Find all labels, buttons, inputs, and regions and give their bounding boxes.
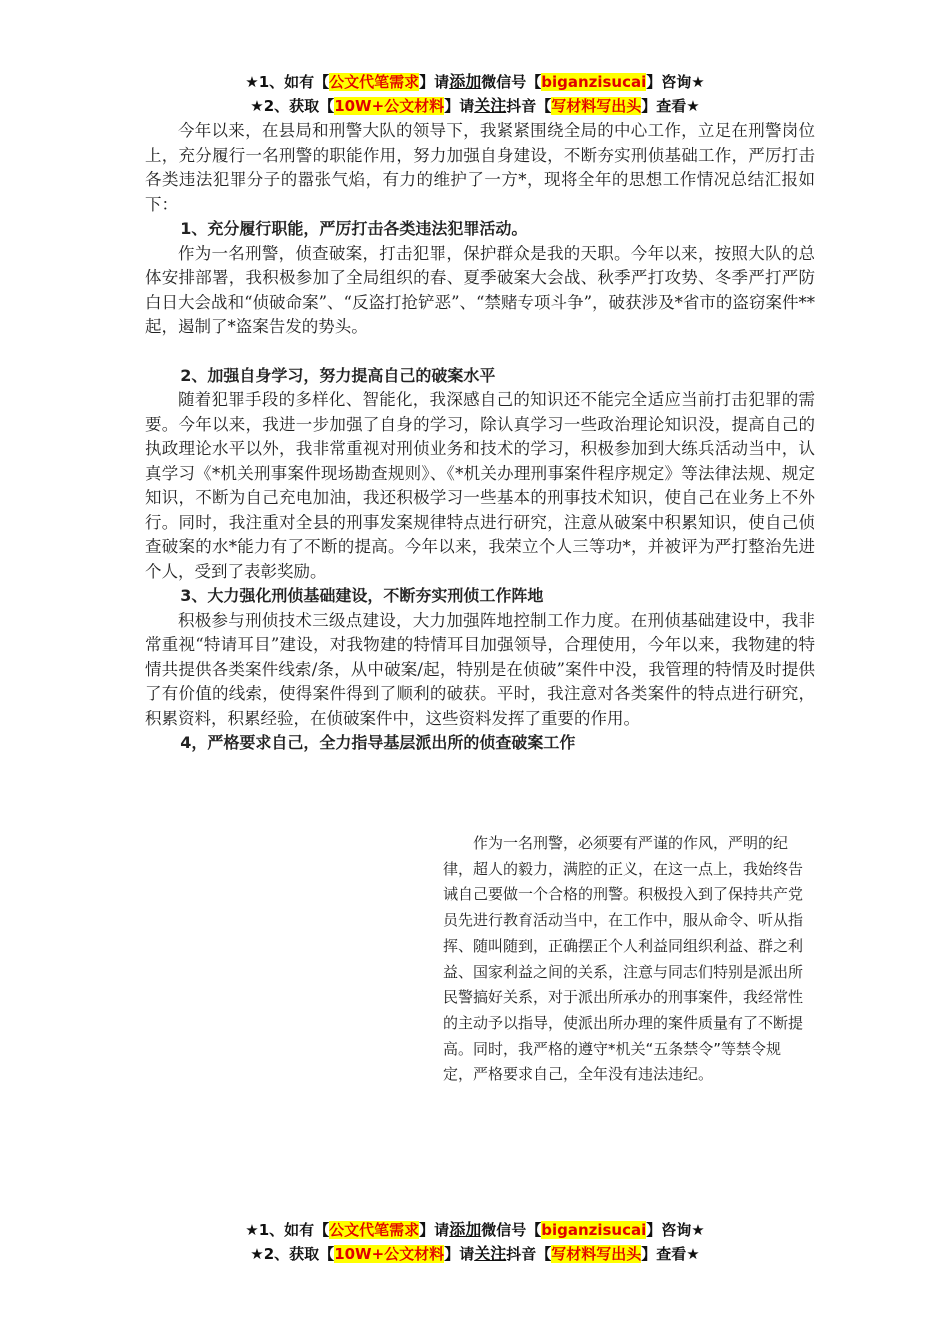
section-1-heading: 1、充分履行职能，严厉打击各类违法犯罪活动。 xyxy=(180,219,528,238)
promo-text: 抖音【 xyxy=(506,1245,552,1263)
promo-text: 】查看★ xyxy=(641,97,700,115)
highlight-materials: 10W+公文材料 xyxy=(334,1245,445,1263)
promo-text: 】咨询★ xyxy=(646,73,705,91)
highlight-douyin-account: 写材料写出头 xyxy=(551,1245,642,1263)
highlight-service: 公文代笔需求 xyxy=(329,1221,420,1239)
intro-paragraph: 今年以来，在县局和刑警大队的领导下，我紧紧围绕全局的中心工作，立足在刑警岗位上，充分履行一名刑警的职能作用，努力加强自身建设，不断夯实刑侦基础工作，严厉打击各类违法犯罪分子的嚣张气焰，有力的维护了一方*，现将全年的思想工作情况总结汇报如下： xyxy=(145,121,815,214)
section-2-heading: 2、加强自身学习，努力提高自己的破案水平 xyxy=(180,365,496,385)
paragraph-spacer xyxy=(145,340,815,364)
emphasis-follow: 关注 xyxy=(474,96,507,115)
promo-line-2 xyxy=(0,94,950,118)
emphasis-add: 添加 xyxy=(449,72,482,91)
promo-text: 】请 xyxy=(444,1245,475,1263)
promo-text: ★1、如有【 xyxy=(245,73,330,91)
section-2-paragraph: 随着犯罪手段的多样化、智能化，我深感自己的知识还不能完全适应当前打击犯罪的需要。今年以来，我进一步加强了自身的学习，除认真学习一些政治理论知识没，提高自己的执政理论水平以外，我非常重视对刑侦业务和技术的学习，积极参加到大练兵活动当中，认真学习《*机关刑事案件现场勘查规则》、《*机关办理刑事案件程序规定》等法律法规、规定知识，不断为自己充电加油，我还积极学习一些基本的刑事技术知识，使自己在业务上不外行。同时，我注重对全县的刑事发案规律特点进行研究，注意从破案中积累知识，使自己侦查破案的水*能力有了不断的提高。今年以来，我荣立个人三等功*，并被评为严打整治先进个人，受到了表彰奖励。 xyxy=(145,390,815,581)
highlight-materials: 10W+公文材料 xyxy=(334,97,445,115)
promo-text: ★2、获取【 xyxy=(250,97,335,115)
promo-text: ★1、如有【 xyxy=(245,1221,330,1239)
emphasis-follow: 关注 xyxy=(474,1244,507,1263)
section-3-heading: 3、大力强化刑侦基础建设，不断夯实刑侦工作阵地 xyxy=(180,586,544,605)
promo-text: 】咨询★ xyxy=(646,1221,705,1239)
section-4-paragraph: 作为一名刑警，必须要有严谨的作风，严明的纪律，超人的毅力，满腔的正义，在这一点上，我始终告诫自己要做一个合格的刑警。积极投入到了保持共产党员先进行教育活动当中，在工作中，服从命令、听从指挥、随叫随到，正确摆正个人利益同组织利益、群之利益、国家利益之间的关系，注意与同志们特别是派出所民警搞好关系，对于派出所承办的刑事案件，我经常性的主动予以指导，使派出所办理的案件质量有了不断提高。同时，我严格的遵守*机关“五条禁令”等禁令规定，严格要求自己，全年没有违法违纪。 xyxy=(443,834,804,1084)
promo-banner-top xyxy=(0,70,950,118)
section-4-heading: 4，严格要求自己，全力指导基层派出所的侦查破案工作 xyxy=(180,733,576,752)
promo-line-1 xyxy=(0,70,950,94)
promo-text: 微信号【 xyxy=(481,1221,542,1239)
promo-text: 】查看★ xyxy=(641,1245,700,1263)
promo-banner-bottom xyxy=(0,1218,950,1266)
highlight-wechat-id: biganzisucai xyxy=(541,1221,647,1239)
document-body xyxy=(145,119,815,756)
promo-text: 】请 xyxy=(419,1221,450,1239)
promo-text: 】请 xyxy=(444,97,475,115)
highlight-douyin-account: 写材料写出头 xyxy=(551,97,642,115)
promo-line-1 xyxy=(0,1218,950,1242)
highlight-service: 公文代笔需求 xyxy=(329,73,420,91)
highlight-wechat-id: biganzisucai xyxy=(541,73,647,91)
promo-text: 】请 xyxy=(419,73,450,91)
promo-text: ★2、获取【 xyxy=(250,1245,335,1263)
section-1-paragraph: 作为一名刑警，侦查破案，打击犯罪，保护群众是我的天职。今年以来，按照大队的总体安排部署，我积极参加了全局组织的春、夏季破案大会战、秋季严打攻势、冬季严打严防白日大会战和“侦破命案”、“反盗打抢铲恶”、“禁赌专项斗争”，破获涉及*省市的盗窃案件**起，遏制了*盗案告发的势头。 xyxy=(145,243,815,336)
promo-line-2 xyxy=(0,1242,950,1266)
promo-text: 微信号【 xyxy=(481,73,542,91)
section-3-paragraph: 积极参与刑侦技术三级点建设，大力加强阵地控制工作力度。在刑侦基础建设中，我非常重视“特请耳目”建设，对我物建的特情耳目加强领导，合理使用，今年以来，我物建的特情共提供各类案件线索/条，从中破案/起，特别是在侦破”案件中没，我管理的特情及时提供了有价值的线索，使得案件得到了顺利的破获。平时，我注意对各类案件的特点进行研究，积累资料，积累经验，在侦破案件中，这些资料发挥了重要的作用。 xyxy=(145,610,815,728)
promo-text: 抖音【 xyxy=(506,97,552,115)
emphasis-add: 添加 xyxy=(449,1220,482,1239)
